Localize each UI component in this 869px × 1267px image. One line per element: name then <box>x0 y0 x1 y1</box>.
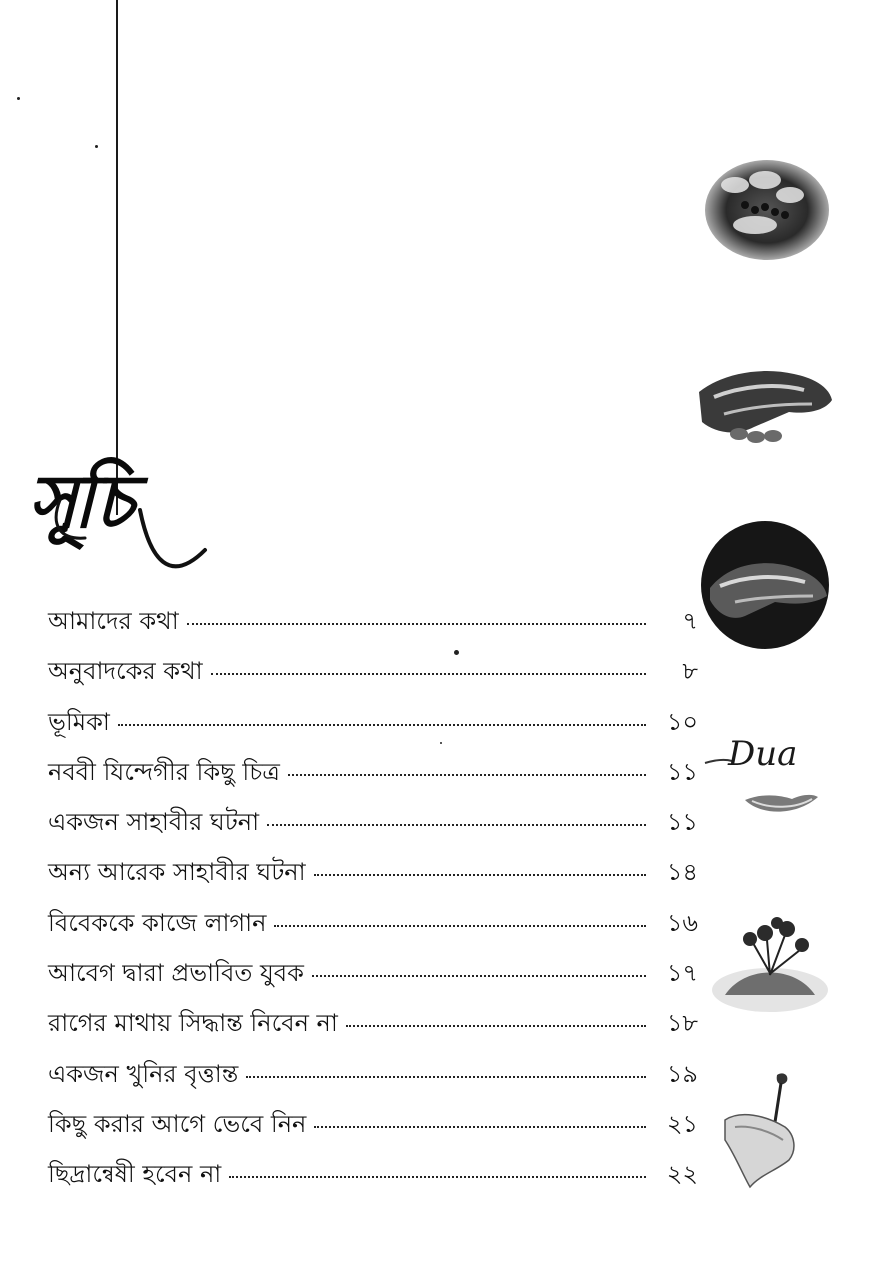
toc-entry-page: ১৯ <box>666 1059 698 1088</box>
toc-leader-dots <box>314 874 646 876</box>
toc-entry-page: ৭ <box>682 607 698 635</box>
toc-entry <box>48 596 698 646</box>
toc-leader-dots <box>187 623 646 625</box>
toc-entry <box>48 797 698 847</box>
toc-entry-title: বিবেককে কাজে লাগান <box>48 908 267 937</box>
toc-entry <box>48 948 698 998</box>
toc-entry-title: ছিদ্রান্বেষী হবেন না <box>48 1160 222 1189</box>
toc-entry-page: ১১ <box>666 808 698 837</box>
toc-heading: সূচি <box>28 459 130 545</box>
toc-leader-dots <box>346 1025 646 1027</box>
toc-entry <box>48 1149 698 1199</box>
scan-speck <box>17 97 20 100</box>
hand-holding-flower-image <box>715 1065 805 1195</box>
toc-leader-dots <box>118 724 646 726</box>
toc-entry <box>48 847 698 897</box>
toc-leader-dots <box>288 774 646 776</box>
toc-entry <box>48 697 698 747</box>
toc-entry-title: একজন খুনির বৃত্তান্ত <box>48 1059 239 1088</box>
toc-entry-page: ১৮ <box>666 1009 698 1038</box>
toc-entry-title: একজন সাহাবীর ঘটনা <box>48 808 260 837</box>
toc-entry <box>48 1049 698 1099</box>
toc-entry <box>48 747 698 797</box>
plant-sprout-image <box>705 895 835 1015</box>
toc-entry-title: রাগের মাথায় সিদ্ধান্ত নিবেন না <box>48 1009 338 1038</box>
toc-leader-dots <box>312 975 646 977</box>
toc-leader-dots <box>211 673 646 675</box>
toc-leader-dots <box>267 824 646 826</box>
heading-flourish <box>40 470 210 590</box>
toc-entry-page: ১০ <box>666 707 698 736</box>
toc-entry-page: ১৭ <box>666 959 698 988</box>
handshake-circle-image <box>695 518 835 653</box>
toc-entry-title: কিছু করার আগে ভেবে নিন <box>48 1109 307 1138</box>
toc-entry-title: আবেগ দ্বারা প্রভাবিত যুবক <box>48 959 304 988</box>
toc-entry-title: নববী যিন্দেগীর কিছু চিত্র <box>48 757 280 786</box>
toc-entry <box>48 898 698 948</box>
toc-entry <box>48 646 698 696</box>
hands-with-prayer-beads-image <box>695 155 835 265</box>
toc-entry-title: ভূমিকা <box>48 707 110 736</box>
toc-leader-dots <box>274 925 646 927</box>
toc-entry-title: অনুবাদকের কথা <box>48 657 203 686</box>
toc-entry-page: ১১ <box>666 757 698 786</box>
toc-list <box>48 596 698 1200</box>
toc-entry-page: ২২ <box>666 1160 698 1189</box>
handshake-image <box>694 352 836 452</box>
dua-cupped-hands-image <box>700 725 845 825</box>
toc-leader-dots <box>229 1176 646 1178</box>
toc-entry-title: আমাদের কথা <box>48 607 179 635</box>
toc-entry-page: ১৬ <box>666 908 698 937</box>
toc-leader-dots <box>246 1076 646 1078</box>
toc-entry-page: ২১ <box>666 1109 698 1138</box>
toc-entry-page: ৮ <box>682 657 698 686</box>
toc-leader-dots <box>314 1126 646 1128</box>
toc-entry-title: অন্য আরেক সাহাবীর ঘটনা <box>48 858 306 887</box>
dua-label: Dua <box>728 734 798 774</box>
toc-entry <box>48 998 698 1048</box>
scan-speck <box>95 145 98 148</box>
toc-entry <box>48 1099 698 1149</box>
hanging-line <box>116 0 118 515</box>
toc-entry-page: ১৪ <box>666 858 698 887</box>
